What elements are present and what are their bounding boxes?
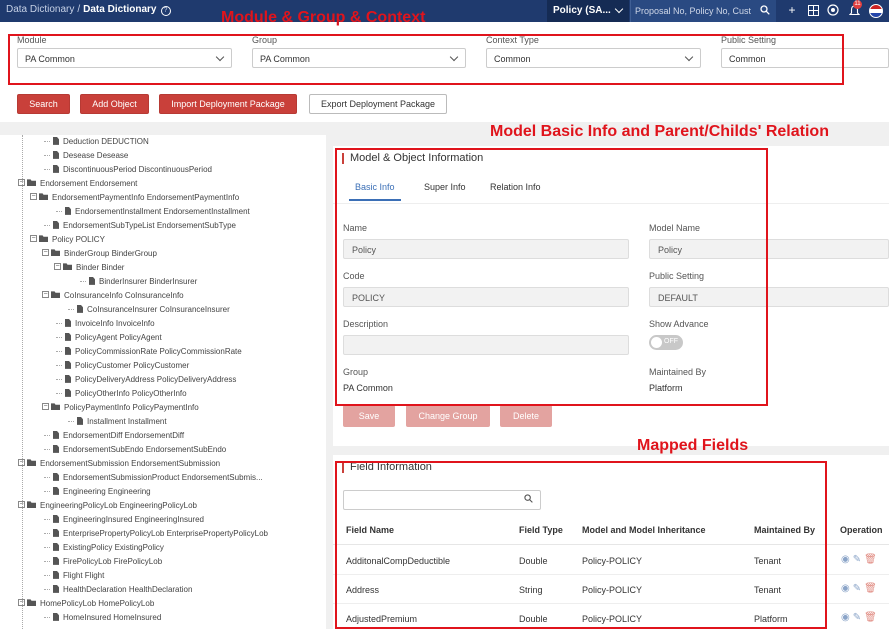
folder-icon — [27, 599, 36, 606]
tree-connector — [56, 379, 62, 380]
edit-icon[interactable]: ✎ — [852, 583, 862, 594]
tree-item[interactable] — [56, 359, 189, 373]
delete-icon[interactable]: 🗑 — [864, 554, 877, 565]
collapse-toggle-icon[interactable]: − — [31, 235, 36, 243]
tree-item-label: EndorsementSubmission EndorsementSubmission — [40, 459, 221, 468]
document-icon — [53, 487, 59, 495]
field-type-cell: Double — [519, 556, 548, 566]
document-icon — [53, 137, 59, 145]
tree-connector — [44, 519, 50, 520]
tree-item-label: PolicyPaymentInfo PolicyPaymentInfo — [64, 403, 199, 412]
flag-avatar[interactable] — [869, 4, 883, 18]
annotation-box-mapped-fields — [335, 461, 827, 629]
tree-item[interactable] — [56, 373, 236, 387]
tree-item-label: Desease Desease — [63, 151, 129, 160]
collapse-toggle-icon[interactable]: − — [19, 599, 24, 607]
context-type-label: Context Type — [486, 35, 539, 45]
tree-connector — [56, 337, 62, 338]
tree-guide-line — [22, 135, 23, 629]
collapse-toggle-icon[interactable]: − — [43, 249, 48, 257]
tree-item-label: Binder Binder — [76, 263, 125, 272]
field-type-cell: Double — [519, 614, 548, 624]
document-icon — [65, 375, 71, 383]
tree-item[interactable] — [80, 275, 197, 289]
tree-item[interactable] — [44, 485, 151, 499]
document-icon — [53, 445, 59, 453]
model-name-label: Model Name — [649, 223, 701, 233]
folder-icon — [27, 179, 36, 186]
top-bar — [0, 0, 889, 22]
tree-connector — [44, 547, 50, 548]
folder-icon — [51, 403, 60, 410]
document-icon — [53, 585, 59, 593]
document-icon — [53, 515, 59, 523]
tree-connector — [44, 491, 50, 492]
plus-icon[interactable]: + — [788, 3, 796, 17]
edit-icon[interactable]: ✎ — [852, 554, 862, 565]
row-operations — [841, 612, 880, 623]
delete-icon[interactable]: 🗑 — [864, 583, 877, 594]
document-icon — [53, 151, 59, 159]
tree-connector — [44, 169, 50, 170]
document-icon — [65, 347, 71, 355]
maintained-by-cell: Tenant — [754, 585, 782, 595]
col-operation: Operation — [840, 525, 883, 535]
policy-select-value: Policy (SA... — [553, 5, 611, 16]
tree-connector — [44, 225, 50, 226]
document-icon — [53, 613, 59, 621]
field-type-cell: String — [519, 585, 543, 595]
maintained-by-value: Platform — [649, 383, 683, 393]
public-setting-label: Public Setting — [649, 271, 705, 281]
tree-item-label: Policy POLICY — [52, 235, 105, 244]
tree-item[interactable] — [44, 583, 192, 597]
collapse-toggle-icon[interactable]: − — [19, 501, 24, 509]
tree-item-label: HomePolicyLob HomePolicyLob — [40, 599, 155, 608]
tree-item[interactable] — [56, 205, 250, 219]
document-icon — [65, 319, 71, 327]
tree-item-label: EngineeringPolicyLob EngineeringPolicyLob — [40, 501, 197, 510]
tree-item[interactable] — [56, 331, 162, 345]
breadcrumb-current: Data Dictionary — [83, 4, 157, 15]
tree-item[interactable] — [68, 303, 230, 317]
document-icon — [89, 277, 95, 285]
tree-item-label: CoInsuranceInfo CoInsuranceInfo — [64, 291, 184, 300]
tree-connector — [56, 323, 62, 324]
collapse-toggle-icon[interactable]: − — [43, 403, 48, 411]
tree-item[interactable] — [44, 569, 104, 583]
tree-item[interactable] — [44, 541, 164, 555]
tree-item-label: PolicyOtherInfo PolicyOtherInfo — [75, 389, 187, 398]
tree-item-label: BinderGroup BinderGroup — [64, 249, 157, 258]
tree-item[interactable] — [44, 219, 236, 233]
tree-item-label: CoInsuranceInsurer CoInsuranceInsurer — [87, 305, 230, 314]
public-setting-input[interactable]: DEFAULT — [649, 287, 889, 307]
model-inheritance-cell: Policy-POLICY — [582, 585, 643, 595]
annotation-box-module-group — [8, 34, 844, 85]
model-name-input[interactable]: Policy — [649, 239, 889, 259]
document-icon — [65, 361, 71, 369]
maintained-by-cell: Tenant — [754, 556, 782, 566]
document-icon — [53, 221, 59, 229]
collapse-toggle-icon[interactable]: − — [19, 179, 24, 187]
help-icon[interactable]: ? — [161, 6, 171, 16]
col-field-type[interactable]: Field Type — [519, 525, 563, 535]
document-icon — [77, 305, 83, 313]
tree-item[interactable] — [44, 611, 161, 625]
document-icon — [65, 389, 71, 397]
tree-connector — [44, 575, 50, 576]
tree-folder-item[interactable] — [42, 289, 184, 303]
document-icon — [53, 529, 59, 537]
show-advance-label: Show Advance — [649, 319, 709, 329]
add-object-button[interactable]: Add Object — [80, 94, 149, 114]
view-icon[interactable]: ◉ — [841, 612, 850, 623]
folder-icon — [51, 291, 60, 298]
code-input[interactable]: POLICY — [343, 287, 629, 307]
delete-icon[interactable]: 🗑 — [864, 612, 877, 623]
model-panel-title: Model & Object Information — [342, 152, 483, 164]
folder-icon — [39, 235, 48, 242]
maintained-by-label: Maintained By — [649, 367, 707, 377]
tree-item-label: EngineeringInsured EngineeringInsured — [63, 515, 204, 524]
change-group-button[interactable]: Change Group — [406, 405, 490, 427]
tree-item-label: BinderInsurer BinderInsurer — [99, 277, 198, 286]
document-icon — [65, 333, 71, 341]
group-value: PA Common — [343, 383, 393, 393]
tree-item-label: EnterprisePropertyPolicyLob EnterprisePropertyPolicyLob — [63, 529, 268, 538]
annotation-model-basic: Model Basic Info and Parent/Childs' Relation — [490, 123, 829, 140]
group-value: PA Common — [260, 54, 310, 64]
toggle-state: OFF — [664, 338, 678, 345]
breadcrumb-root[interactable]: Data Dictionary — [6, 4, 75, 15]
tree-connector — [80, 281, 86, 282]
collapse-toggle-icon[interactable]: − — [19, 459, 24, 467]
tree-connector — [56, 211, 62, 212]
tree-folder-item[interactable] — [18, 177, 137, 191]
tree-connector — [44, 141, 50, 142]
tree-item-label: Engineering Engineering — [63, 487, 151, 496]
tree-item[interactable] — [44, 163, 212, 177]
tab-super-info[interactable]: Super Info — [424, 182, 466, 192]
tree-item-label: HomeInsured HomeInsured — [63, 613, 162, 622]
field-name-cell: AdditonalCompDeductible — [346, 556, 451, 566]
tree-item-label: DiscontinuousPeriod DiscontinuousPeriod — [63, 165, 212, 174]
compass-icon[interactable] — [827, 3, 839, 17]
description-label: Description — [343, 319, 389, 329]
module-label: Module — [17, 35, 47, 45]
tree-item-label: Endorsement Endorsement — [40, 179, 138, 188]
collapse-toggle-icon[interactable]: − — [43, 291, 48, 299]
col-model-inheritance[interactable]: Model and Model Inheritance — [582, 525, 706, 535]
document-icon — [65, 207, 71, 215]
document-icon — [53, 473, 59, 481]
global-search-input[interactable] — [630, 0, 776, 22]
group-label: Group — [252, 35, 278, 45]
tree-item[interactable] — [44, 135, 149, 149]
tree-connector — [56, 365, 62, 366]
folder-icon — [63, 263, 72, 270]
tree-folder-item[interactable] — [42, 247, 157, 261]
annotation-mapped-fields: Mapped Fields — [637, 437, 749, 454]
row-operations — [841, 583, 880, 594]
annotation-box-model-basic — [335, 148, 768, 406]
tree-connector — [44, 617, 50, 618]
grid-icon[interactable] — [807, 3, 819, 17]
tree-folder-item[interactable] — [18, 457, 220, 471]
save-button[interactable]: Save — [343, 405, 395, 427]
delete-button[interactable]: Delete — [500, 405, 552, 427]
tree-item-label: PolicyCommissionRate PolicyCommissionRate — [75, 347, 242, 356]
edit-icon[interactable]: ✎ — [852, 612, 862, 623]
tree-connector — [44, 435, 50, 436]
tree-item[interactable] — [56, 317, 155, 331]
tree-item-label: EndorsementSubEndo EndorsementSubEndo — [63, 445, 227, 454]
model-inheritance-cell: Policy-POLICY — [582, 614, 643, 624]
public-setting-value: Common — [729, 54, 766, 64]
tree-item-label: EndorsementDiff EndorsementDiff — [63, 431, 185, 440]
tree-connector — [56, 351, 62, 352]
tree-folder-item[interactable] — [54, 261, 124, 275]
tree-folder-item[interactable] — [30, 233, 105, 247]
document-icon — [77, 417, 83, 425]
import-deployment-button[interactable]: Import Deployment Package — [159, 94, 297, 114]
tree-item[interactable] — [56, 387, 187, 401]
tree-connector — [44, 155, 50, 156]
document-icon — [53, 165, 59, 173]
export-deployment-button[interactable]: Export Deployment Package — [309, 94, 447, 114]
tree-item-label: PolicyAgent PolicyAgent — [75, 333, 162, 342]
tree-item-label: EndorsementInstallment EndorsementInstallment — [75, 207, 250, 216]
notification-badge: 11 — [854, 1, 861, 7]
tree-item[interactable] — [44, 527, 268, 541]
folder-icon — [27, 459, 36, 466]
search-icon[interactable] — [760, 5, 770, 17]
tree-item[interactable] — [44, 555, 162, 569]
col-field-name[interactable]: Field Name — [346, 525, 395, 535]
collapse-toggle-icon[interactable]: − — [31, 193, 36, 201]
tree-connector — [44, 477, 50, 478]
tree-item-label: FirePolicyLob FirePolicyLob — [63, 557, 163, 566]
tree-item[interactable] — [44, 149, 128, 163]
tree-item-label: Flight Flight — [63, 571, 105, 580]
tab-basic-info[interactable]: Basic Info — [349, 179, 401, 201]
document-icon — [53, 571, 59, 579]
collapse-toggle-icon[interactable]: − — [55, 263, 60, 271]
tree-item-label: EndorsementPaymentInfo EndorsementPaymentInfo — [52, 193, 240, 202]
tree-connector — [44, 561, 50, 562]
tree-item-label: Installment Installment — [87, 417, 167, 426]
tree-item[interactable] — [44, 429, 184, 443]
maintained-by-cell: Platform — [754, 614, 788, 624]
document-icon — [53, 431, 59, 439]
view-icon[interactable]: ◉ — [841, 583, 850, 594]
tree-item-label: InvoiceInfo InvoiceInfo — [75, 319, 155, 328]
search-button[interactable]: Search — [17, 94, 70, 114]
tree-item[interactable] — [56, 345, 242, 359]
folder-icon — [51, 249, 60, 256]
annotation-module-group: Module & Group & Context — [221, 9, 426, 26]
public-setting-label: Public Setting — [721, 35, 777, 45]
tree-folder-item[interactable] — [30, 191, 239, 205]
tree-item-label: ExistingPolicy ExistingPolicy — [63, 543, 164, 552]
tree-item[interactable] — [44, 443, 226, 457]
folder-icon — [39, 193, 48, 200]
tree-item-label: EndorsementSubmissionProduct EndorsementSubmis... — [63, 473, 263, 482]
tree-item[interactable] — [44, 513, 204, 527]
code-label: Code — [343, 271, 365, 281]
tree-folder-item[interactable] — [18, 499, 197, 513]
tree-connector — [44, 533, 50, 534]
field-panel-title: Field Information — [342, 461, 432, 473]
tree-folder-item[interactable] — [18, 597, 154, 611]
tree-item-label: PolicyDeliveryAddress PolicyDeliveryAddress — [75, 375, 237, 384]
row-operations — [841, 554, 880, 565]
global-search-placeholder: Proposal No, Policy No, Cust — [635, 6, 752, 16]
breadcrumb — [6, 4, 171, 16]
field-name-cell: AdjustedPremium — [346, 614, 418, 624]
chevron-down-icon — [615, 5, 623, 13]
policy-select[interactable] — [547, 0, 629, 22]
tree-item[interactable] — [68, 415, 167, 429]
document-icon — [53, 557, 59, 565]
folder-icon — [27, 501, 36, 508]
document-icon — [53, 543, 59, 551]
col-maintained-by[interactable]: Maintained By — [754, 525, 816, 535]
group-label: Group — [343, 367, 369, 377]
view-icon[interactable]: ◉ — [841, 554, 850, 565]
name-label: Name — [343, 223, 368, 233]
tree-item-label: PolicyCustomer PolicyCustomer — [75, 361, 190, 370]
tree-item[interactable] — [44, 471, 263, 485]
module-value: PA Common — [25, 54, 75, 64]
model-inheritance-cell: Policy-POLICY — [582, 556, 643, 566]
name-input[interactable]: Policy — [343, 239, 629, 259]
tree-connector — [44, 589, 50, 590]
tree-folder-item[interactable] — [42, 401, 199, 415]
field-name-cell: Address — [346, 585, 380, 595]
tree-item-label: EndorsementSubTypeList EndorsementSubType — [63, 221, 236, 230]
tree-connector — [56, 393, 62, 394]
tree-item-label: Deduction DEDUCTION — [63, 137, 149, 146]
tab-relation-info[interactable]: Relation Info — [490, 182, 541, 192]
tree-connector — [68, 309, 74, 310]
model-tree — [0, 135, 326, 629]
context-type-value: Common — [494, 54, 531, 64]
tree-item-label: HealthDeclaration HealthDeclaration — [63, 585, 193, 594]
tree-connector — [44, 449, 50, 450]
breadcrumb-separator: / — [77, 4, 81, 15]
tree-connector — [68, 421, 74, 422]
